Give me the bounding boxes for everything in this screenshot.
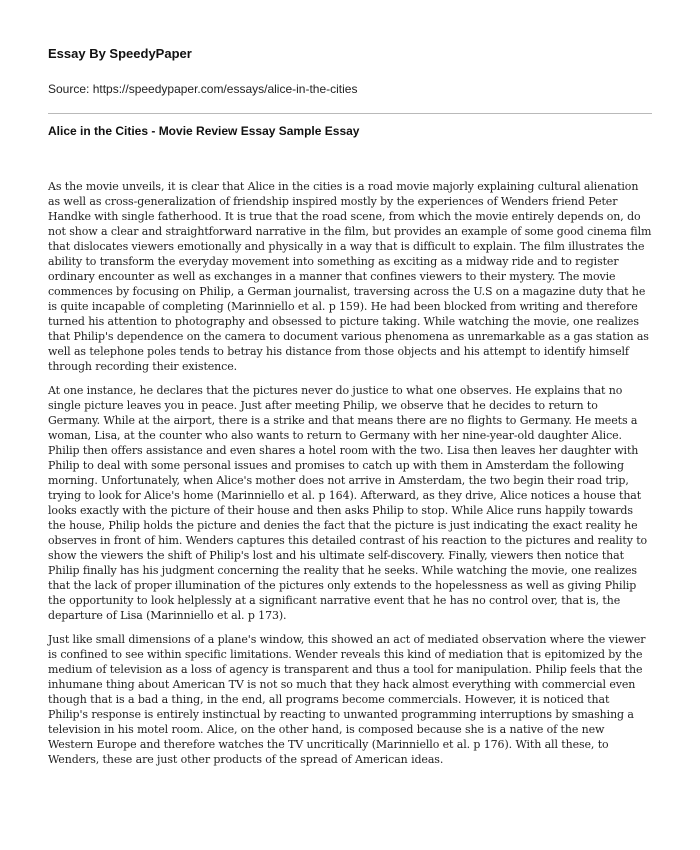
essay-body [48,179,652,767]
brand-heading: Essay By SpeedyPaper [48,46,192,61]
paragraph-3: Just like small dimensions of a plane's window, this showed an act of mediated observation where the viewer is confined to see within specific limitations. Wender reveals this kind of mediation that is epitomized by the medium of television as a loss of agency is transparent and thus a tool for manipulation. Philip feels that the inhumane thing about American TV is not so much that they hack almost everything with commercial even though that is a bad a thing, in the end, all programs become commercials. However, it is noticed that Philip's response is entirely instinctual by reacting to unwanted programming interruptions by smashing a television in his motel room. Alice, on the other hand, is composed because she is a native of the new Western Europe and therefore watches the TV uncritically (Marinniello et al. p 176). With all these, to Wenders, these are just other products of the spread of American ideas. [48,633,646,766]
header-divider [48,113,652,114]
source-line: Source: https://speedypaper.com/essays/alice-in-the-cities [48,82,358,96]
paragraph-2: At one instance, he declares that the pictures never do justice to what one observes. He explains that no single picture leaves you in peace. Just after meeting Philip, we observe that he decides to return to Germany. While at the airport, there is a strike and that means there are no flights to Germany. He meets a woman, Lisa, at the counter who also wants to return to Germany with her nine-year-old daughter Alice. Philip then offers assistance and even shares a hotel room with the two. Lisa then leaves her daughter with Philip to deal with some personal issues and promises to catch up with them in Amsterdam the following morning. Unfortunately, when Alice's mother does not arrive in Amsterdam, the two begin their road trip, trying to look for Alice's home (Marinniello et al. p 164). Afterward, as they drive, Alice notices a house that looks exactly with the picture of their house and then asks Philip to stop. While Alice runs happily towards the house, Philip holds the picture and denies the fact that the picture is just indicating the exact reality he observes in front of him. Wenders captures this detailed contrast of his reaction to the pictures and reality to show the viewers the shift of Philip's lost and his ultimate self-discovery. Finally, viewers then notice that Philip finally has his judgment concerning the reality that he seeks. While watching the movie, one realizes that the lack of proper illumination of the pictures only extends to the hopelessness as well as giving Philip the opportunity to look helplessly at a significant narrative event that he has no control over, that is, the departure of Lisa (Marinniello et al. p 173). [48,384,648,622]
paragraph-1: As the movie unveils, it is clear that Alice in the cities is a road movie majorly explaining cultural alienation as well as cross-generalization of friendship inspired mostly by the experiences of Wenders friend Peter Handke with single fatherhood. It is true that the road scene, from which the movie entirely depends on, do not show a clear and straightforward narrative in the film, but provides an example of some good cinema film that dislocates viewers emotionally and physically in a way that is difficult to explain. The film illustrates the ability to transform the everyday movement into something as exciting as a midway ride and to register ordinary encounter as well as exchanges in a manner that confines viewers to their mystery. The movie commences by focusing on Philip, a German journalist, traversing across the U.S on a magazine duty that he is quite incapable of completing (Marinniello et al. p 159). He had been blocked from writing and therefore turned his attention to photography and obsessed to picture taking. While watching the movie, one realizes that Philip's dependence on the camera to document various phenomena as unremarkable as a gas station as well as telephone poles tends to betray his distance from those objects and his attempt to identify himself through recording their existence. [48,180,652,373]
essay-title: Alice in the Cities - Movie Review Essay Sample Essay [48,124,360,138]
